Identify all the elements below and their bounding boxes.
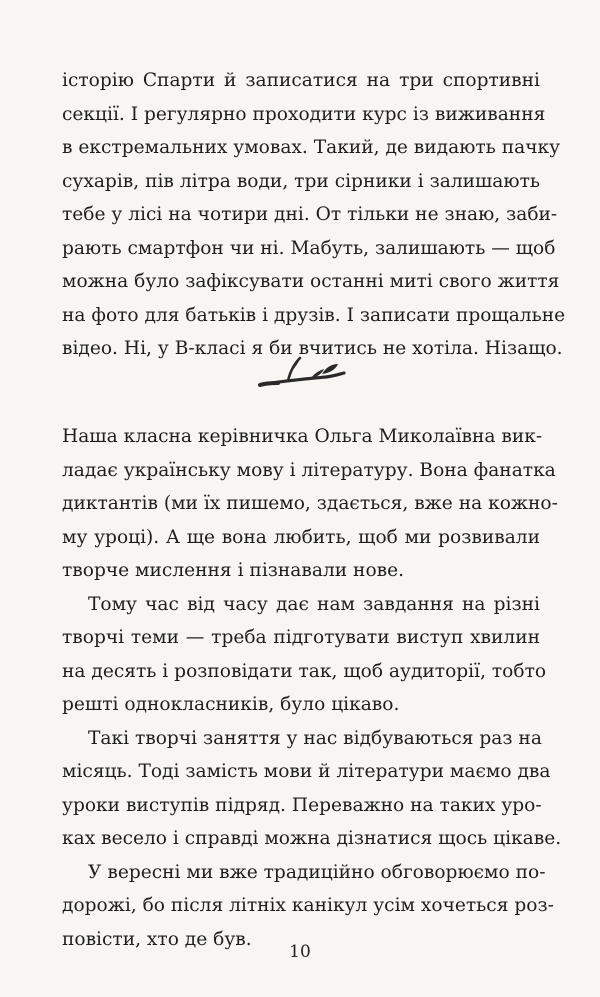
text-line: дорожі, бо після літніх канікул усім хочеться роз- (62, 895, 554, 916)
text-line: диктантів (ми їх пишемо, здається, вже на кожно- (62, 493, 558, 514)
text-line: рають смартфон чи ні. Мабуть, залишають — щоб (62, 237, 556, 259)
text-line: місяць. Тоді замість мови й літератури маємо два (62, 761, 551, 782)
text-line: повісти, хто де був. (62, 928, 252, 950)
text-section-1 (62, 64, 566, 366)
text-line: уроки виступів підряд. Переважно на таких уро- (62, 794, 542, 816)
text-line: му уроці). А ще вона любить, щоб ми розвивали (62, 526, 540, 548)
text-line: Такі творчі заняття у нас відбуваються раз на (88, 727, 542, 749)
text-section-2 (62, 420, 562, 956)
text-line: творче мислення і пізнавали нове. (62, 560, 405, 581)
text-line: решті однокласників, було цікаво. (62, 694, 400, 715)
text-line: Наша класна керівничка Ольга Миколаївна вик- (62, 426, 543, 447)
text-line: на фото для батьків і друзів. І записати прощальне (62, 304, 566, 326)
text-line: історію Спарти й записатися на три спортивні (62, 70, 540, 91)
page-number: 10 (289, 942, 311, 962)
text-line: сухарів, пів літра води, три сірники і залишають (62, 170, 540, 192)
text-line: можна було зафіксувати останні миті свого життя (62, 271, 560, 292)
text-line: У вересні ми вже традиційно обговорюємо по- (88, 861, 546, 883)
twig-ornament-icon (252, 352, 352, 394)
text-line: відео. Ні, у В-класі я би вчитись не хотіла. Нізащо. (62, 338, 563, 359)
text-line: в екстремальних умовах. Такий, де видають пачку (62, 137, 561, 158)
text-line: Тому час від часу дає нам завдання на різні (88, 593, 540, 615)
text-line: ках весело і справді можна дізнатися щось цікаве. (62, 828, 562, 849)
text-line: секції. І регулярно проходити курс із виживання (62, 103, 546, 125)
text-line: тебе у лісі на чотири дні. От тільки не знаю, заби- (62, 204, 558, 225)
text-line: ладає українську мову і літературу. Вона фанатка (62, 459, 556, 481)
text-line: творчі теми — треба підготувати виступ хвилин (62, 627, 540, 648)
text-line: на десять і розповідати так, щоб аудиторії, тобто (62, 660, 547, 682)
